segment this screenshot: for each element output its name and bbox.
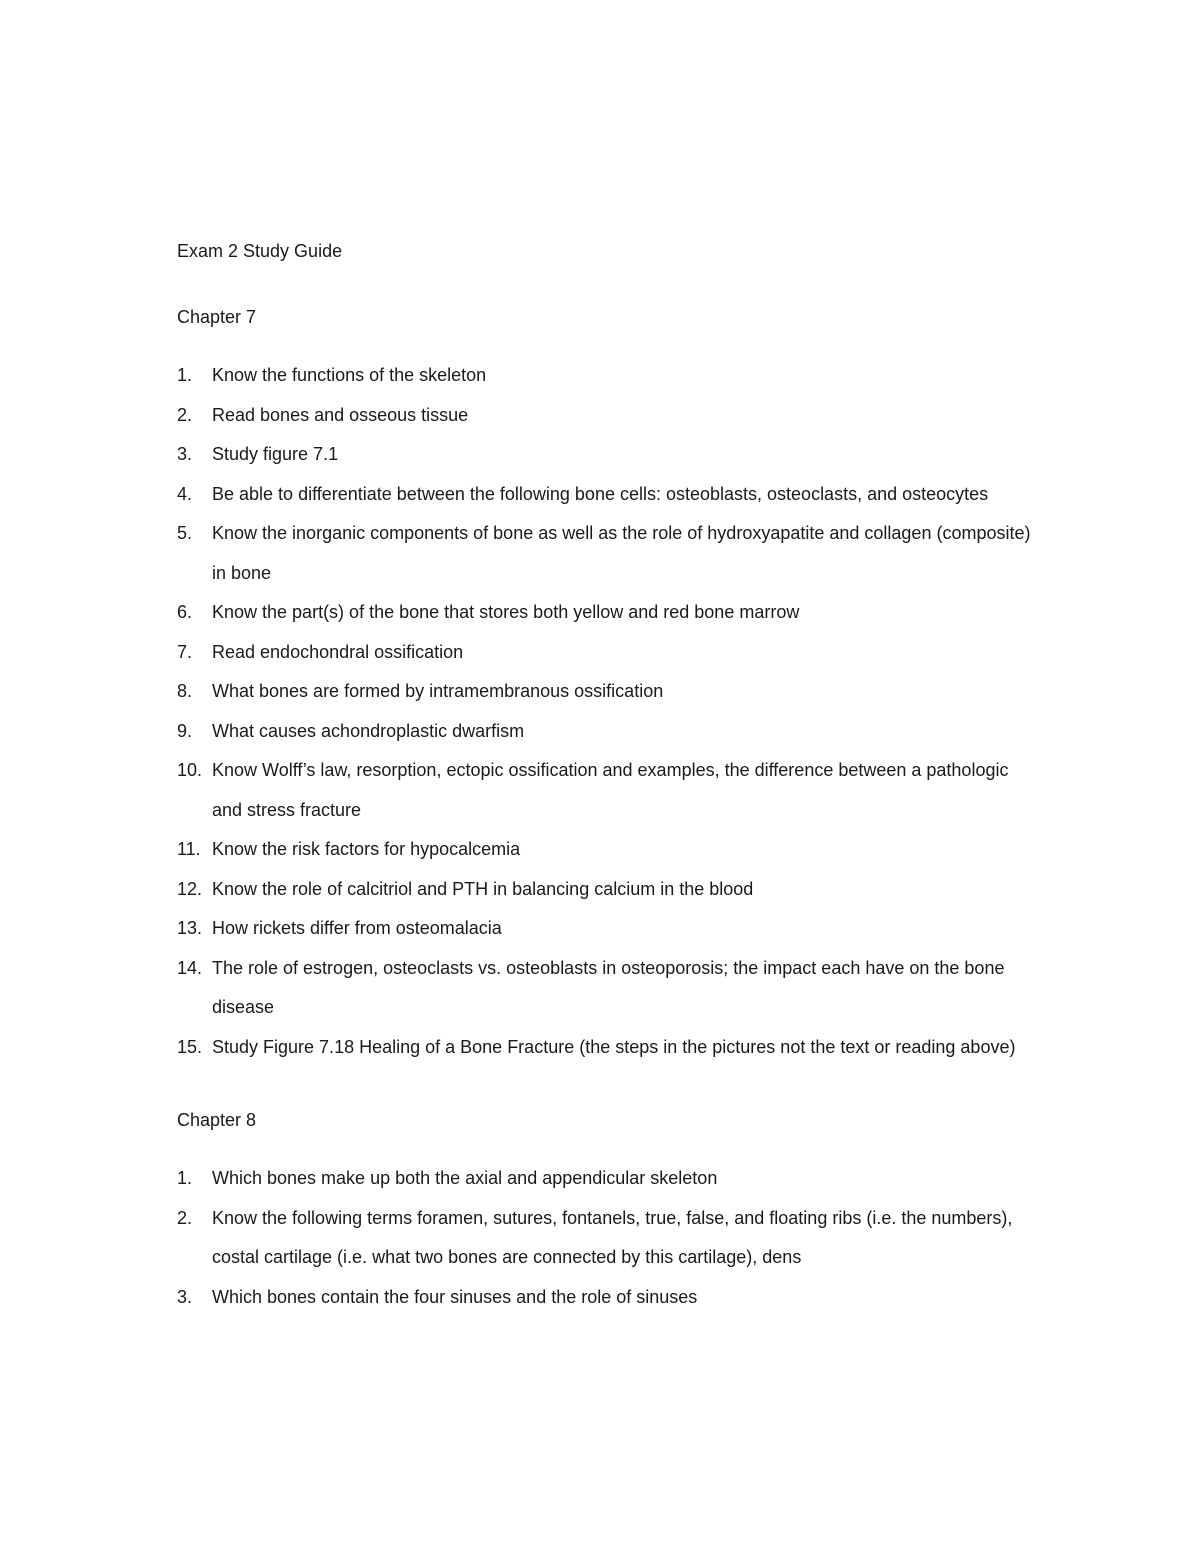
item-number: 8. — [177, 681, 193, 701]
chapter-7-item-14 — [177, 949, 1037, 1028]
item-number: 4. — [177, 483, 193, 504]
item-text: Which bones make up both the axial and appendicular skeleton — [212, 1168, 718, 1188]
item-number: 1. — [177, 1168, 193, 1188]
item-text: The role of estrogen, osteoclasts vs. osteoblasts in osteoporosis; the impact each have on the bone disease — [212, 957, 1005, 1017]
chapter-7-item-5 — [177, 514, 1037, 593]
chapter-7-item-1 — [177, 356, 1037, 396]
document-body — [177, 236, 1037, 1317]
item-text: Know the inorganic components of bone as well as the role of hydroxyapatite and collagen (composite) in bone — [212, 523, 1031, 583]
item-text: Study Figure 7.18 Healing of a Bone Fracture (the steps in the pictures not the text or reading above) — [212, 1036, 1016, 1057]
chapter-7-item-2 — [177, 396, 1037, 436]
chapter-8-list — [177, 1159, 1037, 1317]
chapter-7-item-15 — [177, 1028, 1037, 1068]
chapter-8-item-1 — [177, 1159, 1037, 1199]
item-text: Read bones and osseous tissue — [212, 404, 469, 425]
chapter-8-heading: Chapter 8 — [177, 1110, 257, 1130]
item-number: 11. — [177, 839, 201, 859]
chapter-7-item-3 — [177, 435, 1037, 475]
chapter-7-item-13 — [177, 909, 1037, 949]
item-text: Know the functions of the skeleton — [212, 365, 487, 385]
item-number: 5. — [177, 523, 193, 543]
item-number: 14. — [177, 957, 203, 978]
chapter-7-heading: Chapter 7 — [177, 307, 257, 327]
item-text: Know Wolff’s law, resorption, ectopic ossification and examples, the difference between a pathologic and stress fracture — [212, 760, 1009, 820]
chapter-8-section — [177, 1105, 1037, 1317]
item-number: 3. — [177, 1286, 193, 1307]
chapter-7-item-12 — [177, 870, 1037, 910]
item-number: 12. — [177, 878, 203, 899]
item-number: 2. — [177, 1207, 193, 1228]
chapter-7-item-9 — [177, 712, 1037, 752]
item-number: 3. — [177, 444, 193, 464]
item-number: 15. — [177, 1036, 203, 1057]
chapter-7-item-11 — [177, 830, 1037, 870]
item-text: Which bones contain the four sinuses and the role of sinuses — [212, 1286, 698, 1307]
item-number: 13. — [177, 918, 203, 938]
item-number: 9. — [177, 720, 193, 741]
item-number: 7. — [177, 641, 193, 662]
chapter-7-list — [177, 356, 1037, 1067]
chapter-7-section — [177, 302, 1037, 1067]
item-text: Know the risk factors for hypocalcemia — [212, 839, 521, 859]
chapter-7-item-4 — [177, 475, 1037, 515]
item-text: Know the role of calcitriol and PTH in balancing calcium in the blood — [212, 878, 754, 899]
item-number: 10. — [177, 760, 203, 780]
document-title: Exam 2 Study Guide — [177, 241, 343, 261]
chapter-7-item-6 — [177, 593, 1037, 633]
item-text: Read endochondral ossification — [212, 641, 464, 662]
item-text: How rickets differ from osteomalacia — [212, 918, 502, 938]
item-text: Know the following terms foramen, sutures, fontanels, true, false, and floating ribs (i.e. the numbers), costal cartilage (i.e. what two bones are connected by this cartilage), dens — [212, 1207, 1013, 1267]
chapter-7-item-10 — [177, 751, 1037, 830]
chapter-7-item-7 — [177, 633, 1037, 673]
item-number: 1. — [177, 365, 193, 385]
item-text: Know the part(s) of the bone that stores both yellow and red bone marrow — [212, 602, 800, 622]
chapter-7-item-8 — [177, 672, 1037, 712]
item-text: What bones are formed by intramembranous ossification — [212, 681, 664, 701]
chapter-8-item-3 — [177, 1278, 1037, 1318]
item-text: Be able to differentiate between the following bone cells: osteoblasts, osteoclasts, and osteocytes — [212, 483, 989, 504]
item-text: What causes achondroplastic dwarfism — [212, 720, 525, 741]
chapter-8-item-2 — [177, 1199, 1037, 1278]
item-number: 6. — [177, 602, 193, 622]
item-number: 2. — [177, 404, 193, 425]
item-text: Study figure 7.1 — [212, 444, 339, 464]
